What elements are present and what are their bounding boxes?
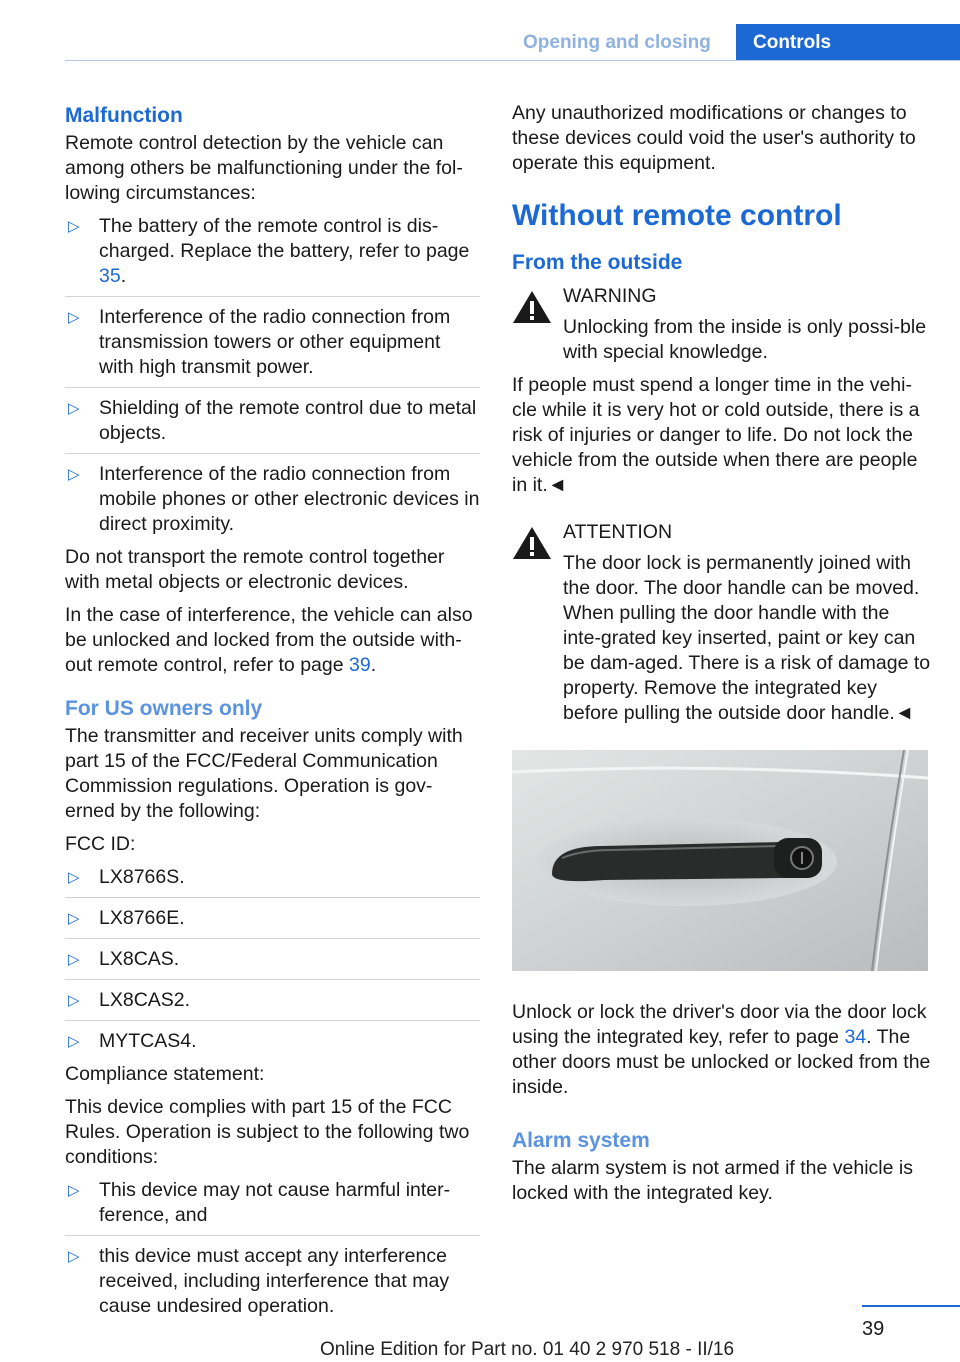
page-link-35[interactable]: 35 xyxy=(99,265,121,287)
attention-block xyxy=(512,520,932,726)
page-number: 39 xyxy=(862,1318,885,1340)
triangle-right-icon: ▷ xyxy=(68,992,80,1009)
header-chapter-tab: Controls xyxy=(736,24,960,61)
footer-rule xyxy=(862,1305,960,1307)
triangle-right-icon: ▷ xyxy=(68,400,80,417)
warning-text: Unlocking from the inside is only possi-ble with special knowledge. xyxy=(563,316,927,363)
us-owners-text: The transmitter and receiver units comply with part 15 of the FCC/Federal Communication Commission regulations. Operation is gov-erned by the following: xyxy=(65,725,463,822)
header-rule xyxy=(65,60,960,61)
malfunction-list xyxy=(65,214,480,537)
compliance-label: Compliance statement: xyxy=(65,1063,265,1085)
attention-text: The door lock is permanently joined with the door. The door handle can be moved. When pulling the door handle with the inte-grated key inserted, paint or key can be dam-aged. There is a risk of damage to property. Remove the integrated key before pulling the outside door handle.◄ xyxy=(563,552,931,724)
triangle-right-icon: ▷ xyxy=(68,869,80,886)
compliance-text: This device complies with part 15 of the FCC Rules. Operation is subject to the following two conditions: xyxy=(65,1096,470,1168)
malfunction-heading: Malfunction xyxy=(65,104,183,127)
attention-label: ATTENTION xyxy=(563,521,673,543)
right-column xyxy=(512,101,932,1214)
warning-block xyxy=(512,284,932,365)
list-item: ▷ Shielding of the remote control due to metal objects. xyxy=(65,396,480,454)
left-column xyxy=(65,101,480,1327)
list-item: ▷ This device may not cause harmful inter-ference, and xyxy=(65,1178,480,1236)
door-handle-photo xyxy=(512,750,928,971)
list-item: ▷ Interference of the radio connection from transmission towers or other equipment with high transmit power. xyxy=(65,305,480,388)
conditions-list xyxy=(65,1178,480,1319)
us-owners-heading: For US owners only xyxy=(65,697,263,720)
triangle-right-icon: ▷ xyxy=(68,1248,80,1265)
triangle-right-icon: ▷ xyxy=(68,218,80,235)
page-link-39[interactable]: 39 xyxy=(349,654,371,676)
triangle-right-icon: ▷ xyxy=(68,910,80,927)
list-item: ▷ LX8CAS. xyxy=(65,947,480,980)
from-outside-heading: From the outside xyxy=(512,251,683,274)
edition-footer: Online Edition for Part no. 01 40 2 970 518 - II/16 xyxy=(320,1339,735,1360)
warning-triangle-icon xyxy=(512,290,552,324)
header-section-label: Opening and closing xyxy=(523,32,711,53)
triangle-right-icon: ▷ xyxy=(68,1033,80,1050)
list-item: ▷ The battery of the remote control is dis-charged. Replace the battery, refer to page 35. xyxy=(65,214,480,297)
list-item: ▷ LX8766S. xyxy=(65,865,480,898)
fcc-label: FCC ID: xyxy=(65,833,136,855)
list-item: ▷ LX8CAS2. xyxy=(65,988,480,1021)
warning-label: WARNING xyxy=(563,285,657,307)
triangle-right-icon: ▷ xyxy=(68,466,80,483)
modifications-note: Any unauthorized modifications or changes to these devices could void the user's authority to operate this equipment. xyxy=(512,102,916,174)
malfunction-intro: Remote control detection by the vehicle can among others be malfunctioning under the fol-lowing circumstances: xyxy=(65,132,463,204)
list-item: ▷ Interference of the radio connection from mobile phones or other electronic devices in direct proximity. xyxy=(68,463,480,535)
page-link-34[interactable]: 34 xyxy=(844,1026,867,1048)
without-remote-heading: Without remote control xyxy=(512,199,842,232)
triangle-right-icon: ▷ xyxy=(68,309,80,326)
alarm-system-heading: Alarm system xyxy=(512,1129,650,1152)
list-item: ▷ MYTCAS4. xyxy=(68,1030,197,1052)
alarm-system-text: The alarm system is not armed if the vehicle is locked with the integrated key. xyxy=(512,1157,913,1204)
warning-detail: If people must spend a longer time in the vehi-cle while it is very hot or cold outside, there is a risk of injuries or danger to life. Do not lock the vehicle from the outside when there are people in it.◄ xyxy=(512,374,920,496)
fcc-id-list xyxy=(65,865,480,1054)
list-item: ▷ LX8766E. xyxy=(65,906,480,939)
list-item: ▷ this device must accept any interference received, including interference that may cause undesired operation. xyxy=(68,1245,450,1317)
interference-note: In the case of interference, the vehicle can also be unlocked and locked from the outside with-out remote control, refer to page 39. xyxy=(65,604,473,676)
triangle-right-icon: ▷ xyxy=(68,951,80,968)
triangle-right-icon: ▷ xyxy=(68,1182,80,1199)
transport-note: Do not transport the remote control together with metal objects or electronic devices. xyxy=(65,546,445,593)
unlock-text: Unlock or lock the driver's door via the door lock using the integrated key, refer to page 34. The other doors must be unlocked or locked from the inside. xyxy=(512,1001,931,1098)
warning-triangle-icon xyxy=(512,526,552,560)
